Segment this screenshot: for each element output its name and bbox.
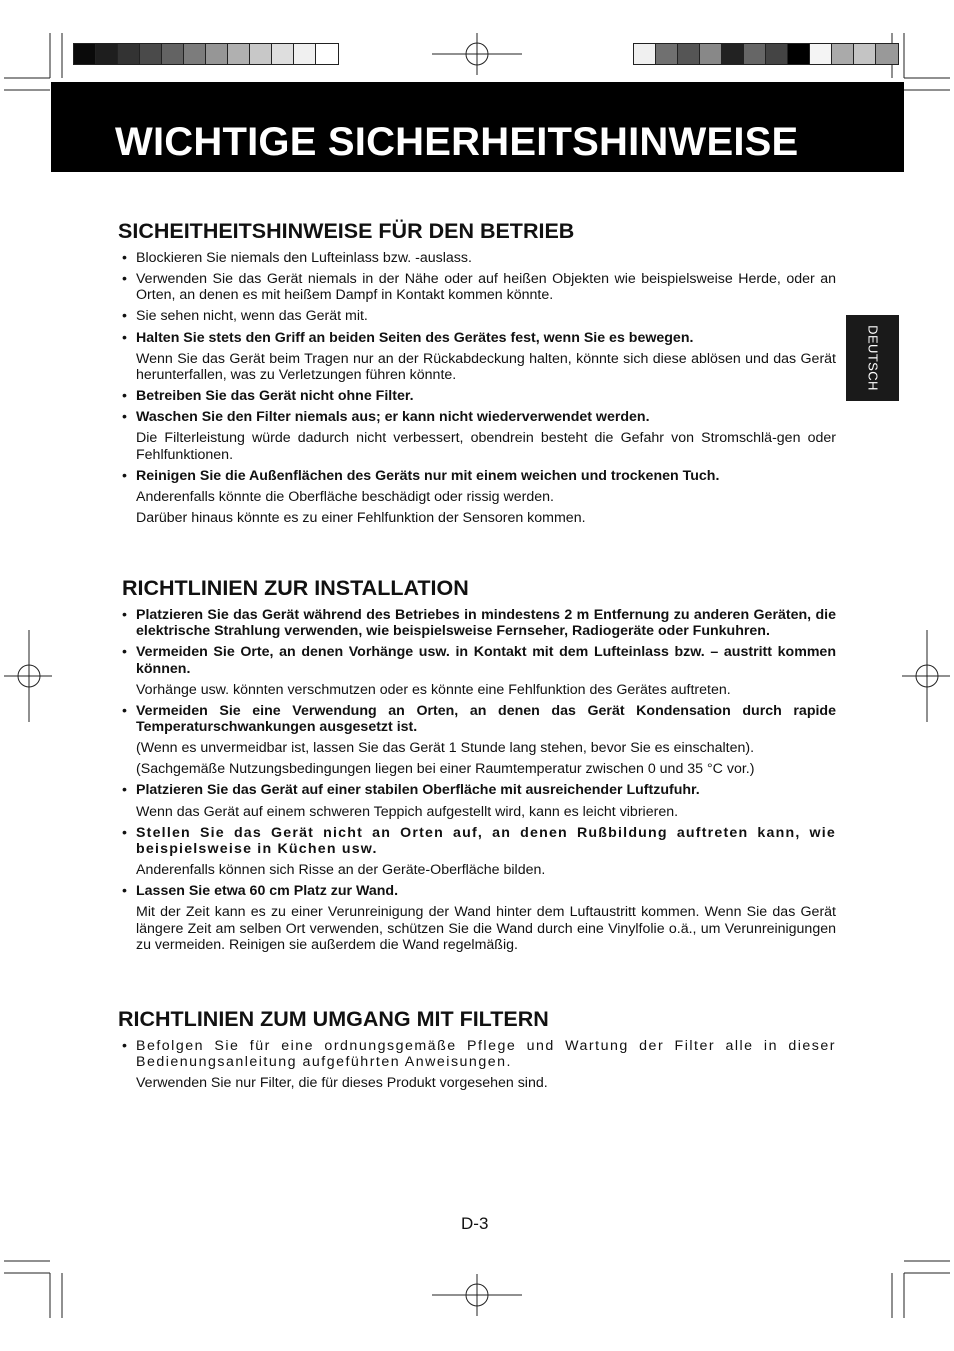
list-item: • Waschen Sie den Filter niemals aus; er kann nicht wiederverwendet werden. Die Filterleistung würde dadurch nicht verbessert, obendrein besteht die Gefahr von Stromschlä-gen oder Fehlfunktionen. (118, 409, 836, 463)
page-title: WICHTIGE SICHERHEITSHINWEISE (115, 120, 799, 164)
note-text: Darüber hinaus könnte es zu einer Fehlfunktion der Sensoren kommen. (136, 509, 586, 526)
language-tab-label: DEUTSCH (865, 325, 880, 391)
page-number: D-3 (461, 1214, 489, 1233)
list-item: • Lassen Sie etwa 60 cm Platz zur Wand. Mit der Zeit kann es zu einer Verunreinigung der Wand hinter dem Luftaustritt kommen. Wenn Sie das Gerät längere Zeit am selben Ort verwenden, schützen Sie die Wand durch eine Vinylfolie o.ä., um Verunreinigungen zu vermeiden. Reinigen sie außerdem die Wand regelmäßig. (118, 883, 836, 953)
list-item: • Halten Sie stets den Griff an beiden Seiten des Gerätes fest, wenn Sie es bewegen. Wenn Sie das Gerät beim Tragen nur an der Rückabdeckung halten, könnte sich diese ablösen und das Gerät herunterfallen, was zu Verletzungen führen könnte. (118, 330, 836, 384)
bullet-list (118, 607, 836, 953)
note-text: Anderenfalls könnte die Oberfläche beschädigt oder rissig werden. (136, 488, 554, 505)
section-heading: RICHTLINIEN ZUR INSTALLATION (122, 576, 469, 600)
note-text: (Sachgemäße Nutzungsbedingungen liegen bei einer Raumtemperatur zwischen 0 und 35 °C vor.) (136, 761, 755, 778)
list-item: • Befolgen Sie für eine ordnungsgemäße Pflege und Wartung der Filter alle in dieser Bedienungsanleitung aufgeführten Anweisungen. Verwenden Sie nur Filter, die für dieses Produkt vorgesehen sind. (118, 1038, 836, 1092)
list-item: • Blockieren Sie niemals den Lufteinlass bzw. -auslass. (118, 250, 836, 266)
list-item: • Platzieren Sie das Gerät während des Betriebes in mindestens 2 m Entfernung zu anderen Geräten, die elektrische Strahlung verwenden, wie beispielsweise Fernseher, Radiogeräte oder Funkuhren. (118, 607, 836, 640)
bullet-list (118, 1038, 836, 1092)
note-text: Die Filterleistung würde dadurch nicht verbessert, obendrein besteht die Gefahr von Stromschlä-gen oder Fehlfunktionen. (136, 430, 836, 463)
list-item: • Betreiben Sie das Gerät nicht ohne Filter. (118, 388, 836, 404)
list-item: • Reinigen Sie die Außenflächen des Geräts nur mit einem weichen und trockenen Tuch. Anderenfalls könnte die Oberfläche beschädigt oder rissig werden. Darüber hinaus könnte es zu einer Fehlfunktion der Sensoren kommen. (118, 468, 836, 526)
note-text: Anderenfalls können sich Risse an der Geräte-Oberfläche bilden. (136, 862, 546, 879)
note-text: Verwenden Sie nur Filter, die für dieses Produkt vorgesehen sind. (136, 1075, 548, 1092)
color-bar-right (633, 43, 899, 65)
bullet-list (118, 250, 836, 526)
note-text: Wenn das Gerät auf einem schweren Teppich aufgestellt wird, kann es leicht vibrieren. (136, 803, 679, 820)
title-bar (51, 82, 904, 172)
list-item: • Sie sehen nicht, wenn das Gerät mit. (118, 308, 836, 324)
section-installation-guidelines (118, 575, 836, 958)
note-text: Vorhänge usw. könnten verschmutzen oder es könnte eine Fehlfunktion des Gerätes auftreten. (136, 681, 731, 698)
list-item: • Stellen Sie das Gerät nicht an Orten auf, an denen Rußbildung auftreten kann, wie beispielsweise in Küchen usw. Anderenfalls können sich Risse an der Geräte-Oberfläche bilden. (118, 825, 836, 879)
section-operation-safety (118, 218, 836, 531)
section-heading: RICHTLINIEN ZUM UMGANG MIT FILTERN (118, 1007, 549, 1031)
section-heading: SICHEITHEITSHINWEISE FÜR DEN BETRIEB (118, 219, 575, 243)
list-item: • Vermeiden Sie Orte, an denen Vorhänge usw. in Kontakt mit dem Lufteinlass bzw. – austritt kommen können. Vorhänge usw. könnten verschmutzen oder es könnte eine Fehlfunktion des Gerätes auftreten. (118, 644, 836, 698)
list-item: • Vermeiden Sie eine Verwendung an Orten, an denen das Gerät Kondensation durch rapide Temperaturschwankungen ausgesetzt ist. (Wenn es unvermeidbar ist, lassen Sie das Gerät 1 Stunde lang stehen, bevor Sie es einschalten). (Sachgemäße Nutzungsbedingungen liegen bei einer Raumtemperatur zwischen 0 und 35 °C vor.) (118, 703, 836, 778)
note-text: Mit der Zeit kann es zu einer Verunreinigung der Wand hinter dem Luftaustritt kommen. Wenn Sie das Gerät längere Zeit am selben Ort verwenden, schützen Sie die Wand durch eine Vinylfolie o.ä., um Verunreinigungen zu vermeiden. Reinigen sie außerdem die Wand regelmäßig. (136, 904, 836, 953)
note-text: Wenn Sie das Gerät beim Tragen nur an der Rückabdeckung halten, könnte sich diese ablösen und das Gerät herunterfallen, was zu Verletzungen führen könnte. (136, 350, 836, 383)
color-bar-left (73, 43, 339, 65)
language-tab (846, 315, 899, 401)
section-filter-handling (118, 1006, 836, 1096)
list-item: • Platzieren Sie das Gerät auf einer stabilen Oberfläche mit ausreichender Luftzufuhr. Wenn das Gerät auf einem schweren Teppich aufgestellt wird, kann es leicht vibrieren. (118, 782, 836, 819)
note-text: (Wenn es unvermeidbar ist, lassen Sie das Gerät 1 Stunde lang stehen, bevor Sie es einschalten). (136, 740, 755, 757)
list-item: • Verwenden Sie das Gerät niemals in der Nähe oder auf heißen Objekten wie beispielsweise Herde, oder an Orten, an denen es mit heißem Dampf in Kontakt kommen könnte. (118, 271, 836, 304)
